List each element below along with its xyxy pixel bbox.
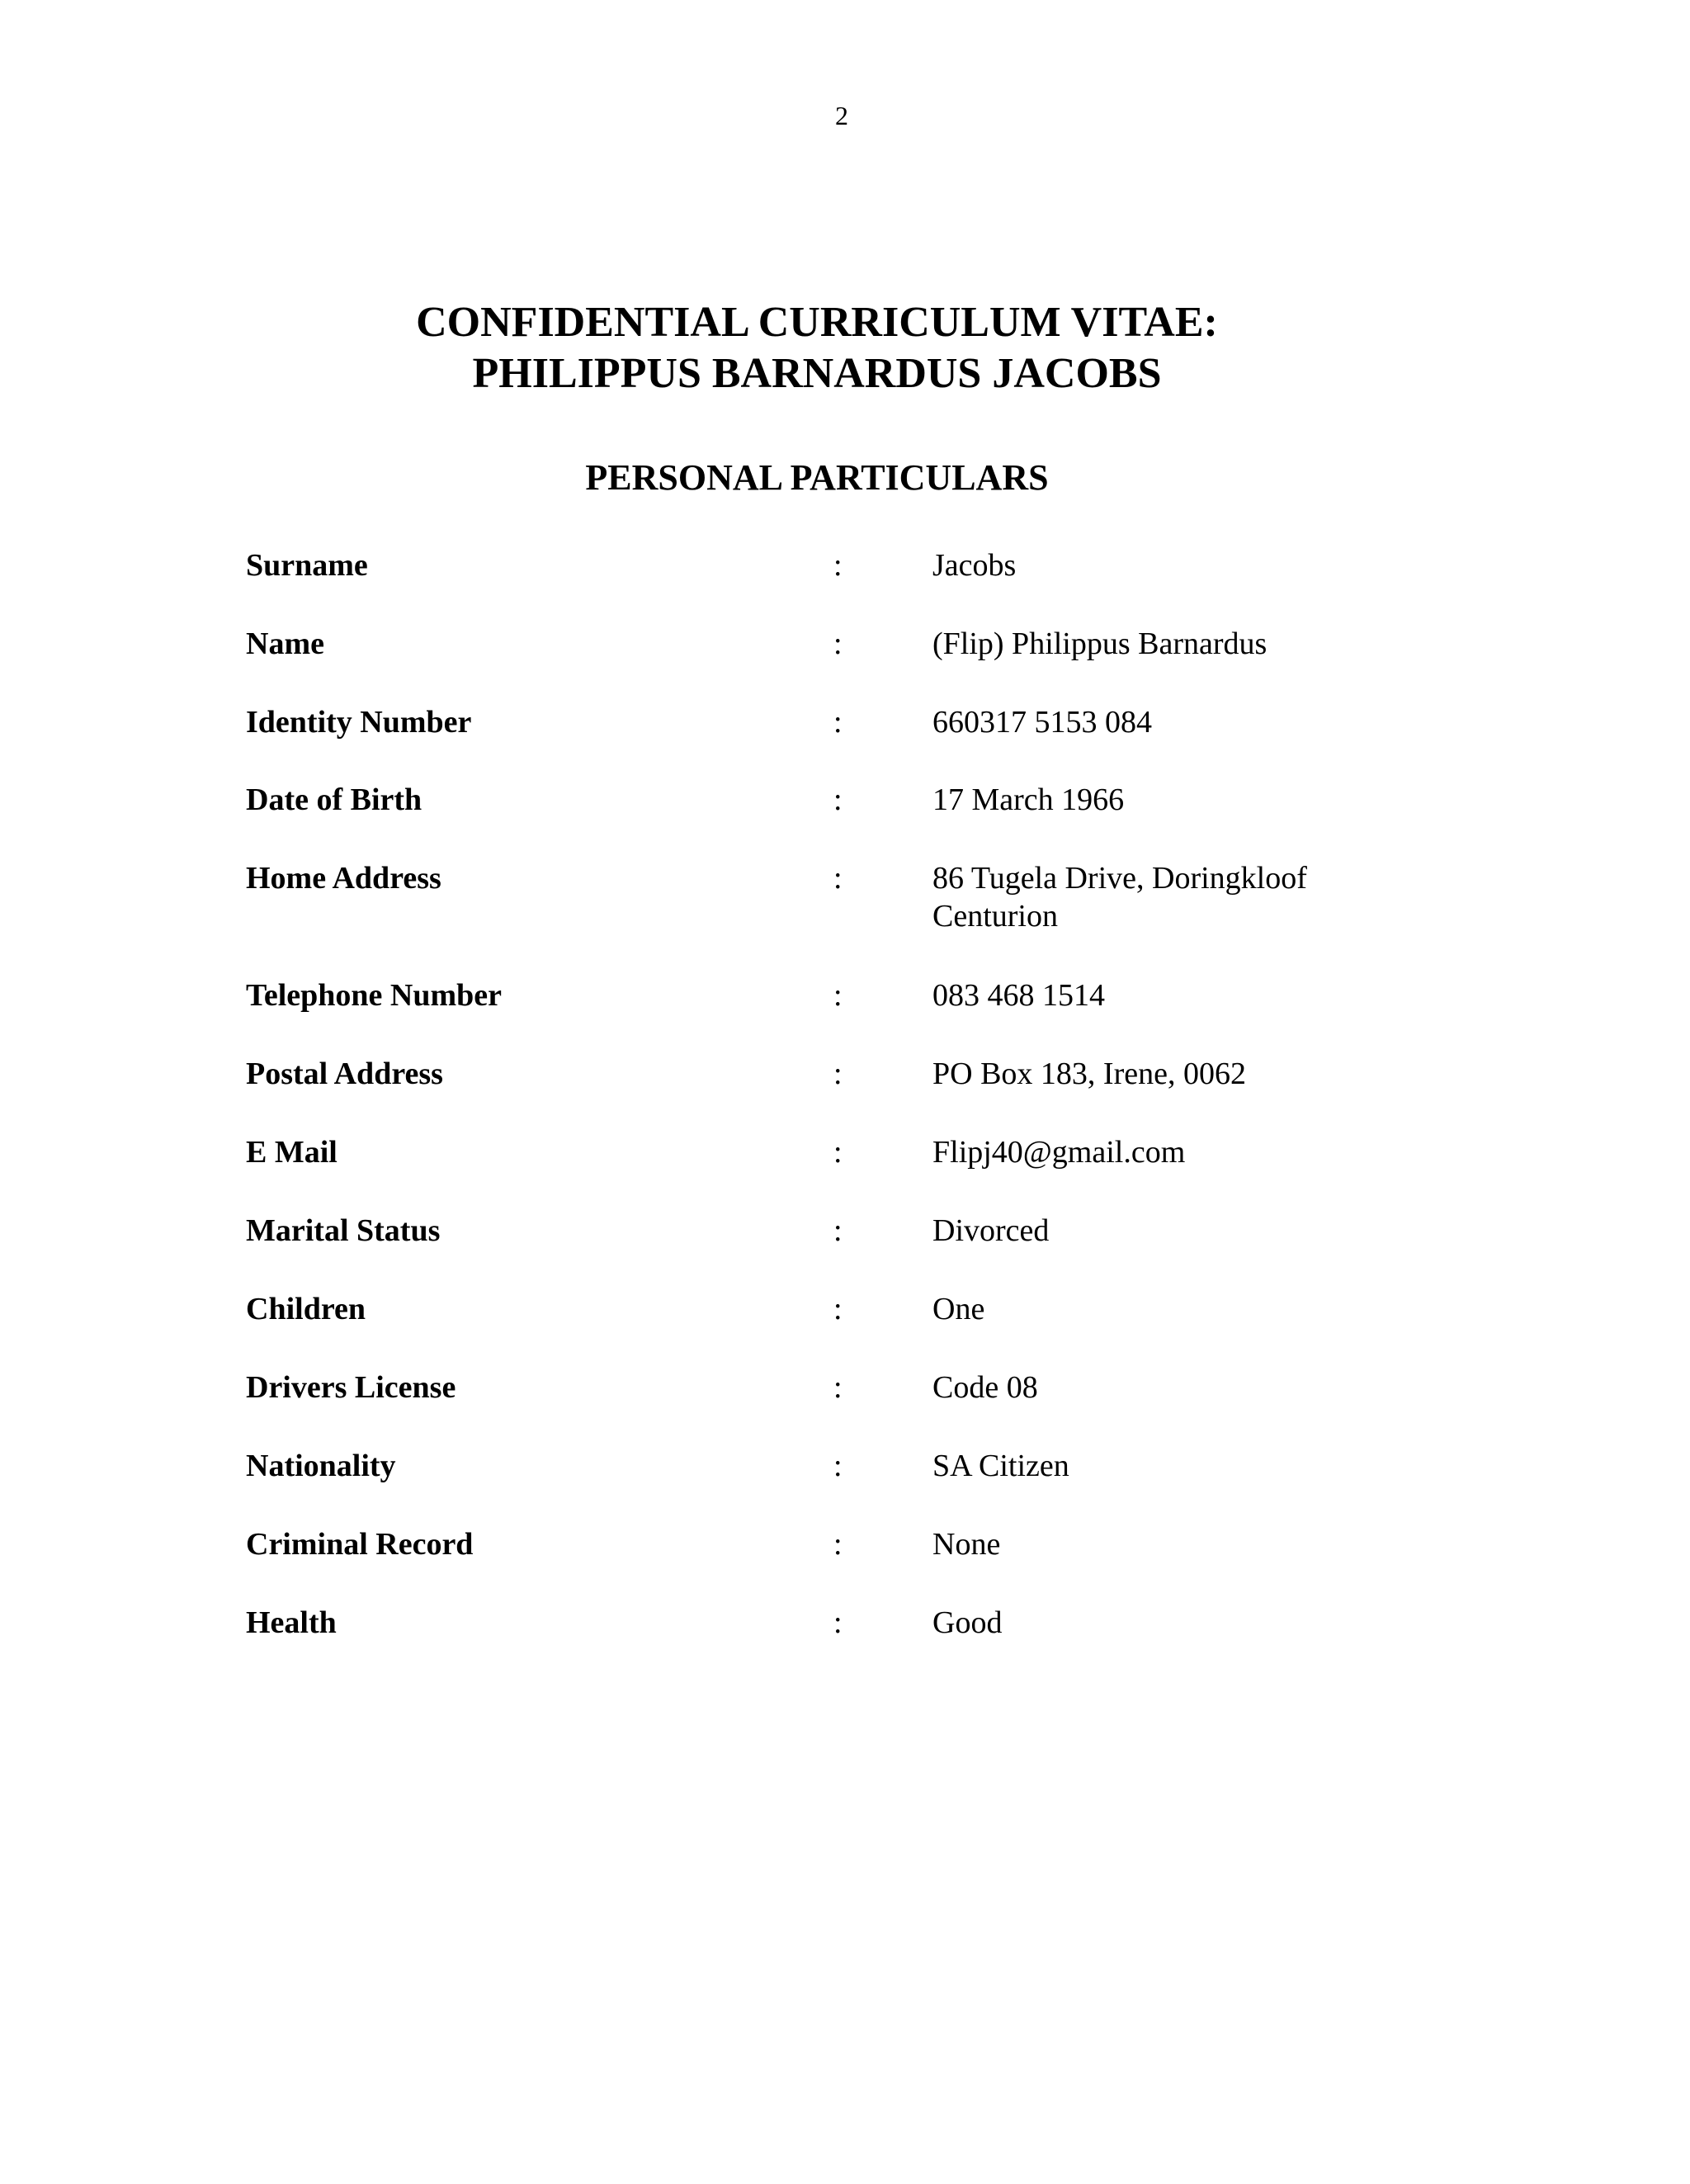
particular-label: Identity Number (246, 705, 472, 740)
separator: : (833, 1135, 843, 1170)
value-line: (Flip) Philippus Barnardus (932, 626, 1268, 661)
particular-value (932, 1290, 1593, 1328)
value-line: SA Citizen (932, 1449, 1069, 1483)
page-number: 2 (835, 101, 848, 130)
value-line: Flipj40@gmail.com (932, 1135, 1186, 1170)
separator: : (833, 1605, 843, 1640)
separator: : (833, 626, 843, 661)
title-line-2: PHILIPPUS BARNARDUS JACOBS (472, 350, 1162, 397)
particular-value (932, 1212, 1593, 1250)
particular-value (932, 1133, 1593, 1171)
separator: : (833, 1370, 843, 1405)
document-title (0, 297, 1634, 399)
separator: : (833, 1213, 843, 1248)
particular-value (932, 1604, 1593, 1642)
separator: : (833, 1292, 843, 1326)
value-line: Good (932, 1605, 1003, 1640)
particular-label: Postal Address (246, 1057, 443, 1091)
particular-label: Telephone Number (246, 978, 503, 1013)
separator: : (833, 1527, 843, 1562)
particular-value (932, 976, 1593, 1014)
particular-value (932, 546, 1593, 584)
value-line: PO Box 183, Irene, 0062 (932, 1057, 1246, 1091)
particular-value (932, 1369, 1593, 1406)
particular-value (932, 859, 1593, 935)
particular-label: Surname (246, 548, 368, 583)
section-heading: PERSONAL PARTICULARS (585, 457, 1049, 498)
particular-value (932, 1055, 1593, 1093)
value-line: 86 Tugela Drive, Doringkloof (932, 861, 1307, 896)
particular-label: Children (246, 1292, 366, 1326)
particular-label: Marital Status (246, 1213, 441, 1248)
particular-label: Home Address (246, 861, 441, 896)
value-line: 17 March 1966 (932, 782, 1125, 817)
value-line: Jacobs (932, 548, 1017, 583)
value-line: None (932, 1527, 1001, 1562)
separator: : (833, 978, 843, 1013)
particular-label: E Mail (246, 1135, 338, 1170)
particular-label: Nationality (246, 1449, 396, 1483)
value-line: Divorced (932, 1213, 1050, 1248)
separator: : (833, 548, 843, 583)
particular-value (932, 781, 1593, 819)
particular-value (932, 1447, 1593, 1485)
separator: : (833, 1449, 843, 1483)
particular-label: Date of Birth (246, 782, 422, 817)
value-line: One (932, 1292, 985, 1326)
particular-value (932, 703, 1593, 741)
value-line: Code 08 (932, 1370, 1038, 1405)
particular-label: Name (246, 626, 324, 661)
particular-value (932, 625, 1593, 663)
value-line: Centurion (932, 899, 1058, 934)
particular-label: Health (246, 1605, 337, 1640)
particular-value (932, 1525, 1593, 1563)
particular-label: Criminal Record (246, 1527, 474, 1562)
value-line: 660317 5153 084 (932, 705, 1152, 740)
particular-label: Drivers License (246, 1370, 456, 1405)
title-line-1: CONFIDENTIAL CURRICULUM VITAE: (416, 299, 1218, 346)
separator: : (833, 861, 843, 896)
separator: : (833, 782, 843, 817)
value-line: 083 468 1514 (932, 978, 1105, 1013)
separator: : (833, 1057, 843, 1091)
separator: : (833, 705, 843, 740)
